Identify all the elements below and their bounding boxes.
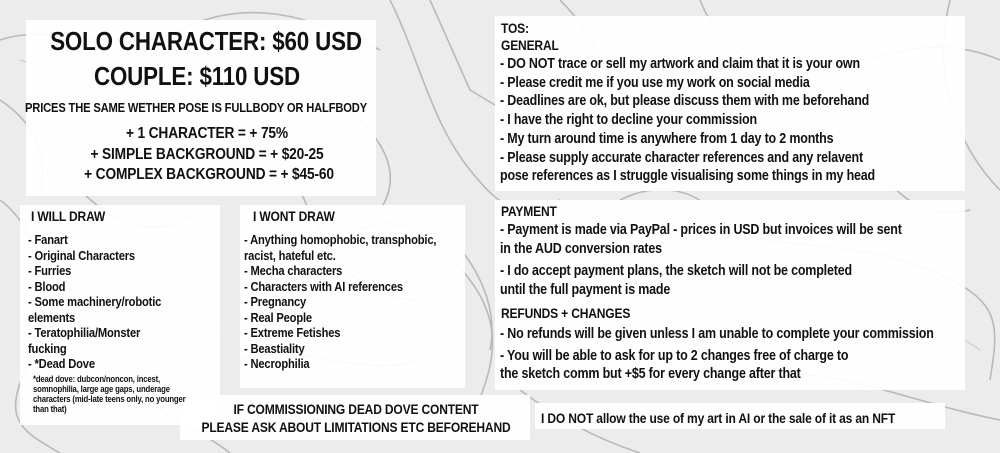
couple-price: COUPLE: $110 USD xyxy=(93,61,301,91)
addon-complex-bg: + COMPLEX BACKGROUND = + $45-60 xyxy=(84,166,334,183)
general-list xyxy=(500,55,875,186)
payment-item: until the full payment is made xyxy=(500,282,671,299)
wont-draw-item: - Necrophilia xyxy=(244,356,310,371)
ai-notice: I DO NOT allow the use of my art in AI or the sale of it as an NFT xyxy=(541,410,896,426)
will-draw-list xyxy=(28,232,161,372)
will-draw-heading: I WILL DRAW xyxy=(31,208,106,224)
general-heading: GENERAL xyxy=(501,37,559,53)
wont-draw-item: - Anything homophobic, transphobic, xyxy=(244,232,437,247)
footnote-line: than that) xyxy=(33,404,67,414)
will-draw-item: - Some machinery/robotic xyxy=(28,294,162,309)
general-item: - Deadlines are ok, but please discuss them with me beforehand xyxy=(500,93,870,110)
general-item: pose references as I struggle visualising some things in my head xyxy=(500,168,876,185)
payment-item: in the AUD conversion rates xyxy=(500,240,662,257)
wont-draw-item: - Real People xyxy=(244,309,312,325)
solo-price: SOLO CHARACTER: $60 USD xyxy=(50,26,362,56)
addon-simple-bg: + SIMPLE BACKGROUND = + $20-25 xyxy=(90,146,324,163)
refunds-list xyxy=(500,325,934,384)
addon-character: + 1 CHARACTER = + 75% xyxy=(126,125,288,142)
will-draw-item: - *Dead Dove xyxy=(28,356,95,371)
will-draw-item: - Fanart xyxy=(28,232,68,247)
wont-draw-list xyxy=(244,232,436,372)
wont-draw-item: - Mecha characters xyxy=(244,263,343,278)
payment-list xyxy=(500,221,902,300)
refunds-item: - No refunds will be given unless I am unable to complete your commission xyxy=(500,326,934,342)
dead-dove-footnote xyxy=(33,374,185,414)
tos-title: TOS: xyxy=(501,20,529,36)
general-item: - Please credit me if you use my work on social media xyxy=(500,74,810,91)
will-draw-item: - Original Characters xyxy=(28,247,135,263)
wont-draw-item: - Beastiality xyxy=(244,340,305,356)
general-item: - Please supply accurate character references and any relavent xyxy=(500,149,863,166)
wont-draw-item: - Pregnancy xyxy=(244,294,307,309)
will-draw-item: - Blood xyxy=(28,278,66,294)
footnote-line: characters (mid-late teens only, no younger xyxy=(33,394,186,404)
payment-item: - Payment is made via PayPal - prices in USD but invoices will be sent xyxy=(500,222,902,238)
will-draw-item: - Furries xyxy=(28,263,72,278)
refunds-item: - You will be able to ask for up to 2 changes free of charge to xyxy=(500,347,849,364)
wont-draw-heading: I WONT DRAW xyxy=(253,208,335,224)
dead-dove-notice-line2: PLEASE ASK ABOUT LIMITATIONS ETC BEFOREHAND xyxy=(201,419,511,435)
footnote-line: somnophilia, large age gaps, underage xyxy=(33,384,170,394)
general-item: - DO NOT trace or sell my artwork and claim that it is your own xyxy=(500,56,860,72)
payment-item: - I do accept payment plans, the sketch will not be completed xyxy=(500,263,852,280)
refunds-item: the sketch comm but +$5 for every change after that xyxy=(500,366,801,383)
general-item: - My turn around time is anywhere from 1 day to 2 months xyxy=(500,130,834,147)
footnote-line: *dead dove: dubcon/noncon, incest, xyxy=(33,374,161,384)
payment-heading: PAYMENT xyxy=(501,203,557,219)
will-draw-item: - Teratophilia/Monster xyxy=(28,325,141,340)
dead-dove-notice-line1: IF COMMISSIONING DEAD DOVE CONTENT xyxy=(233,401,479,417)
refunds-heading: REFUNDS + CHANGES xyxy=(501,305,631,321)
wont-draw-item: - Characters with AI references xyxy=(244,278,403,294)
wont-draw-item: racist, hateful etc. xyxy=(244,247,336,263)
will-draw-item: elements xyxy=(28,309,76,325)
will-draw-item: fucking xyxy=(28,340,67,356)
general-item: - I have the right to decline your commission xyxy=(500,112,757,129)
wont-draw-item: - Extreme Fetishes xyxy=(244,325,341,340)
pricing-note: PRICES THE SAME WETHER POSE IS FULLBODY OR HALFBODY xyxy=(25,100,367,115)
